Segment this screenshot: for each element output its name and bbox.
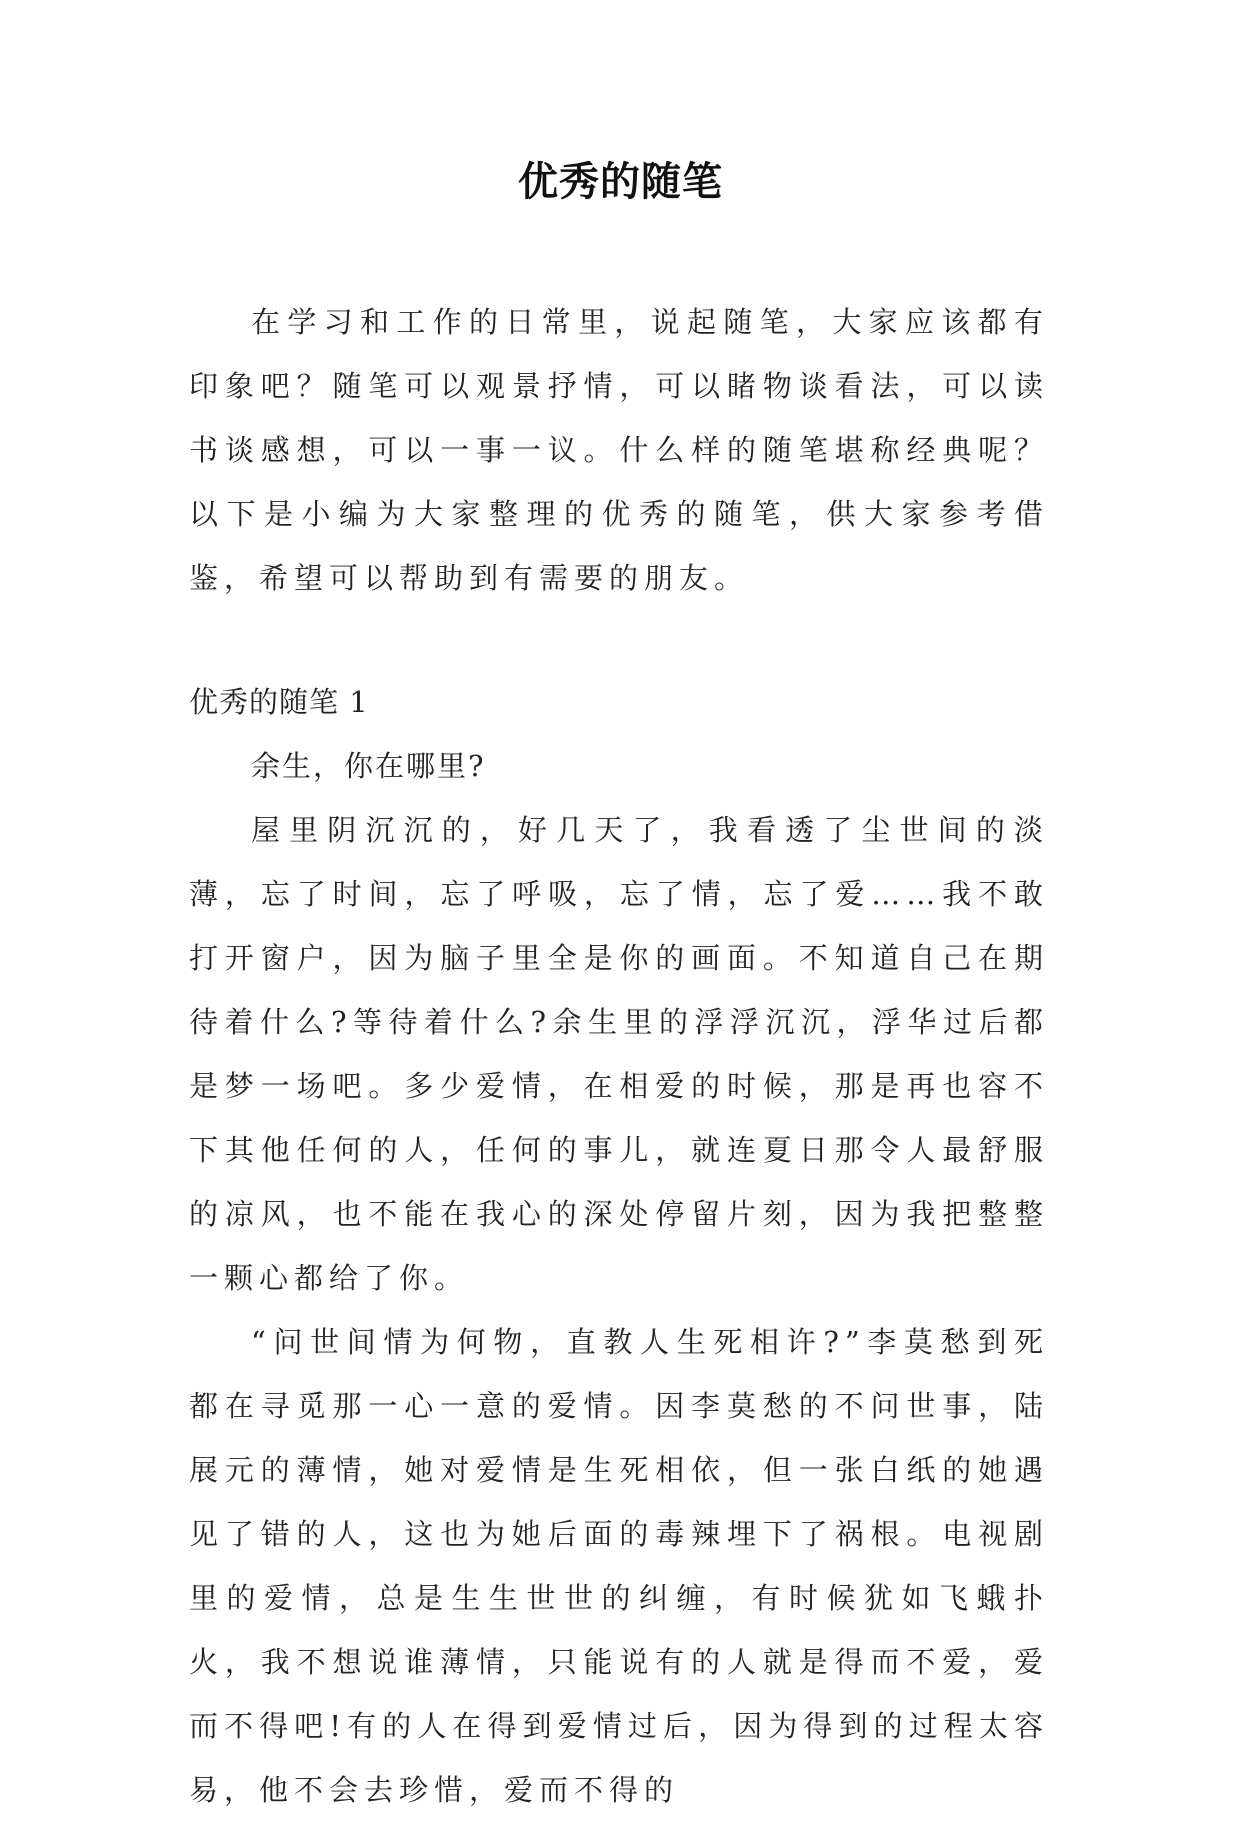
document-title: 优秀的随笔 (518, 158, 723, 205)
document-body (189, 290, 1049, 1822)
body-paragraph: 屋里阴沉沉的，好几天了，我看透了尘世间的淡薄，忘了时间，忘了呼吸，忘了情，忘了爱……我不敢打开窗户，因为脑子里全是你的画面。不知道自己在期待着什么?等待着什么?余生里的浮浮沉沉，浮华过后都是梦一场吧。多少爱情，在相爱的时候，那是再也容不下其他任何的人，任何的事儿，就连夏日那令人最舒服的凉风，也不能在我心的深处停留片刻，因为我把整整一颗心都给了你。 (189, 813, 1049, 1295)
essay-subtitle: 余生，你在哪里? (251, 749, 486, 783)
intro-paragraph: 在学习和工作的日常里，说起随笔，大家应该都有印象吧？随笔可以观景抒情，可以睹物谈看法，可以读书谈感想，可以一事一议。什么样的随笔堪称经典呢？以下是小编为大家整理的优秀的随笔，供大家参考借鉴，希望可以帮助到有需要的朋友。 (189, 305, 1049, 595)
body-paragraph: “问世间情为何物，直教人生死相许?”李莫愁到死都在寻觅那一心一意的爱情。因李莫愁的不问世事，陆展元的薄情，她对爱情是生死相依，但一张白纸的她遇见了错的人，这也为她后面的毒辣埋下了祸根。电视剧里的爱情，总是生生世世的纠缠，有时候犹如飞蛾扑火，我不想说谁薄情，只能说有的人就是得而不爱，爱而不得吧!有的人在得到爱情过后，因为得到的过程太容易，他不会去珍惜，爱而不得的 (189, 1325, 1049, 1807)
section-heading: 优秀的随笔 1 (189, 685, 369, 719)
